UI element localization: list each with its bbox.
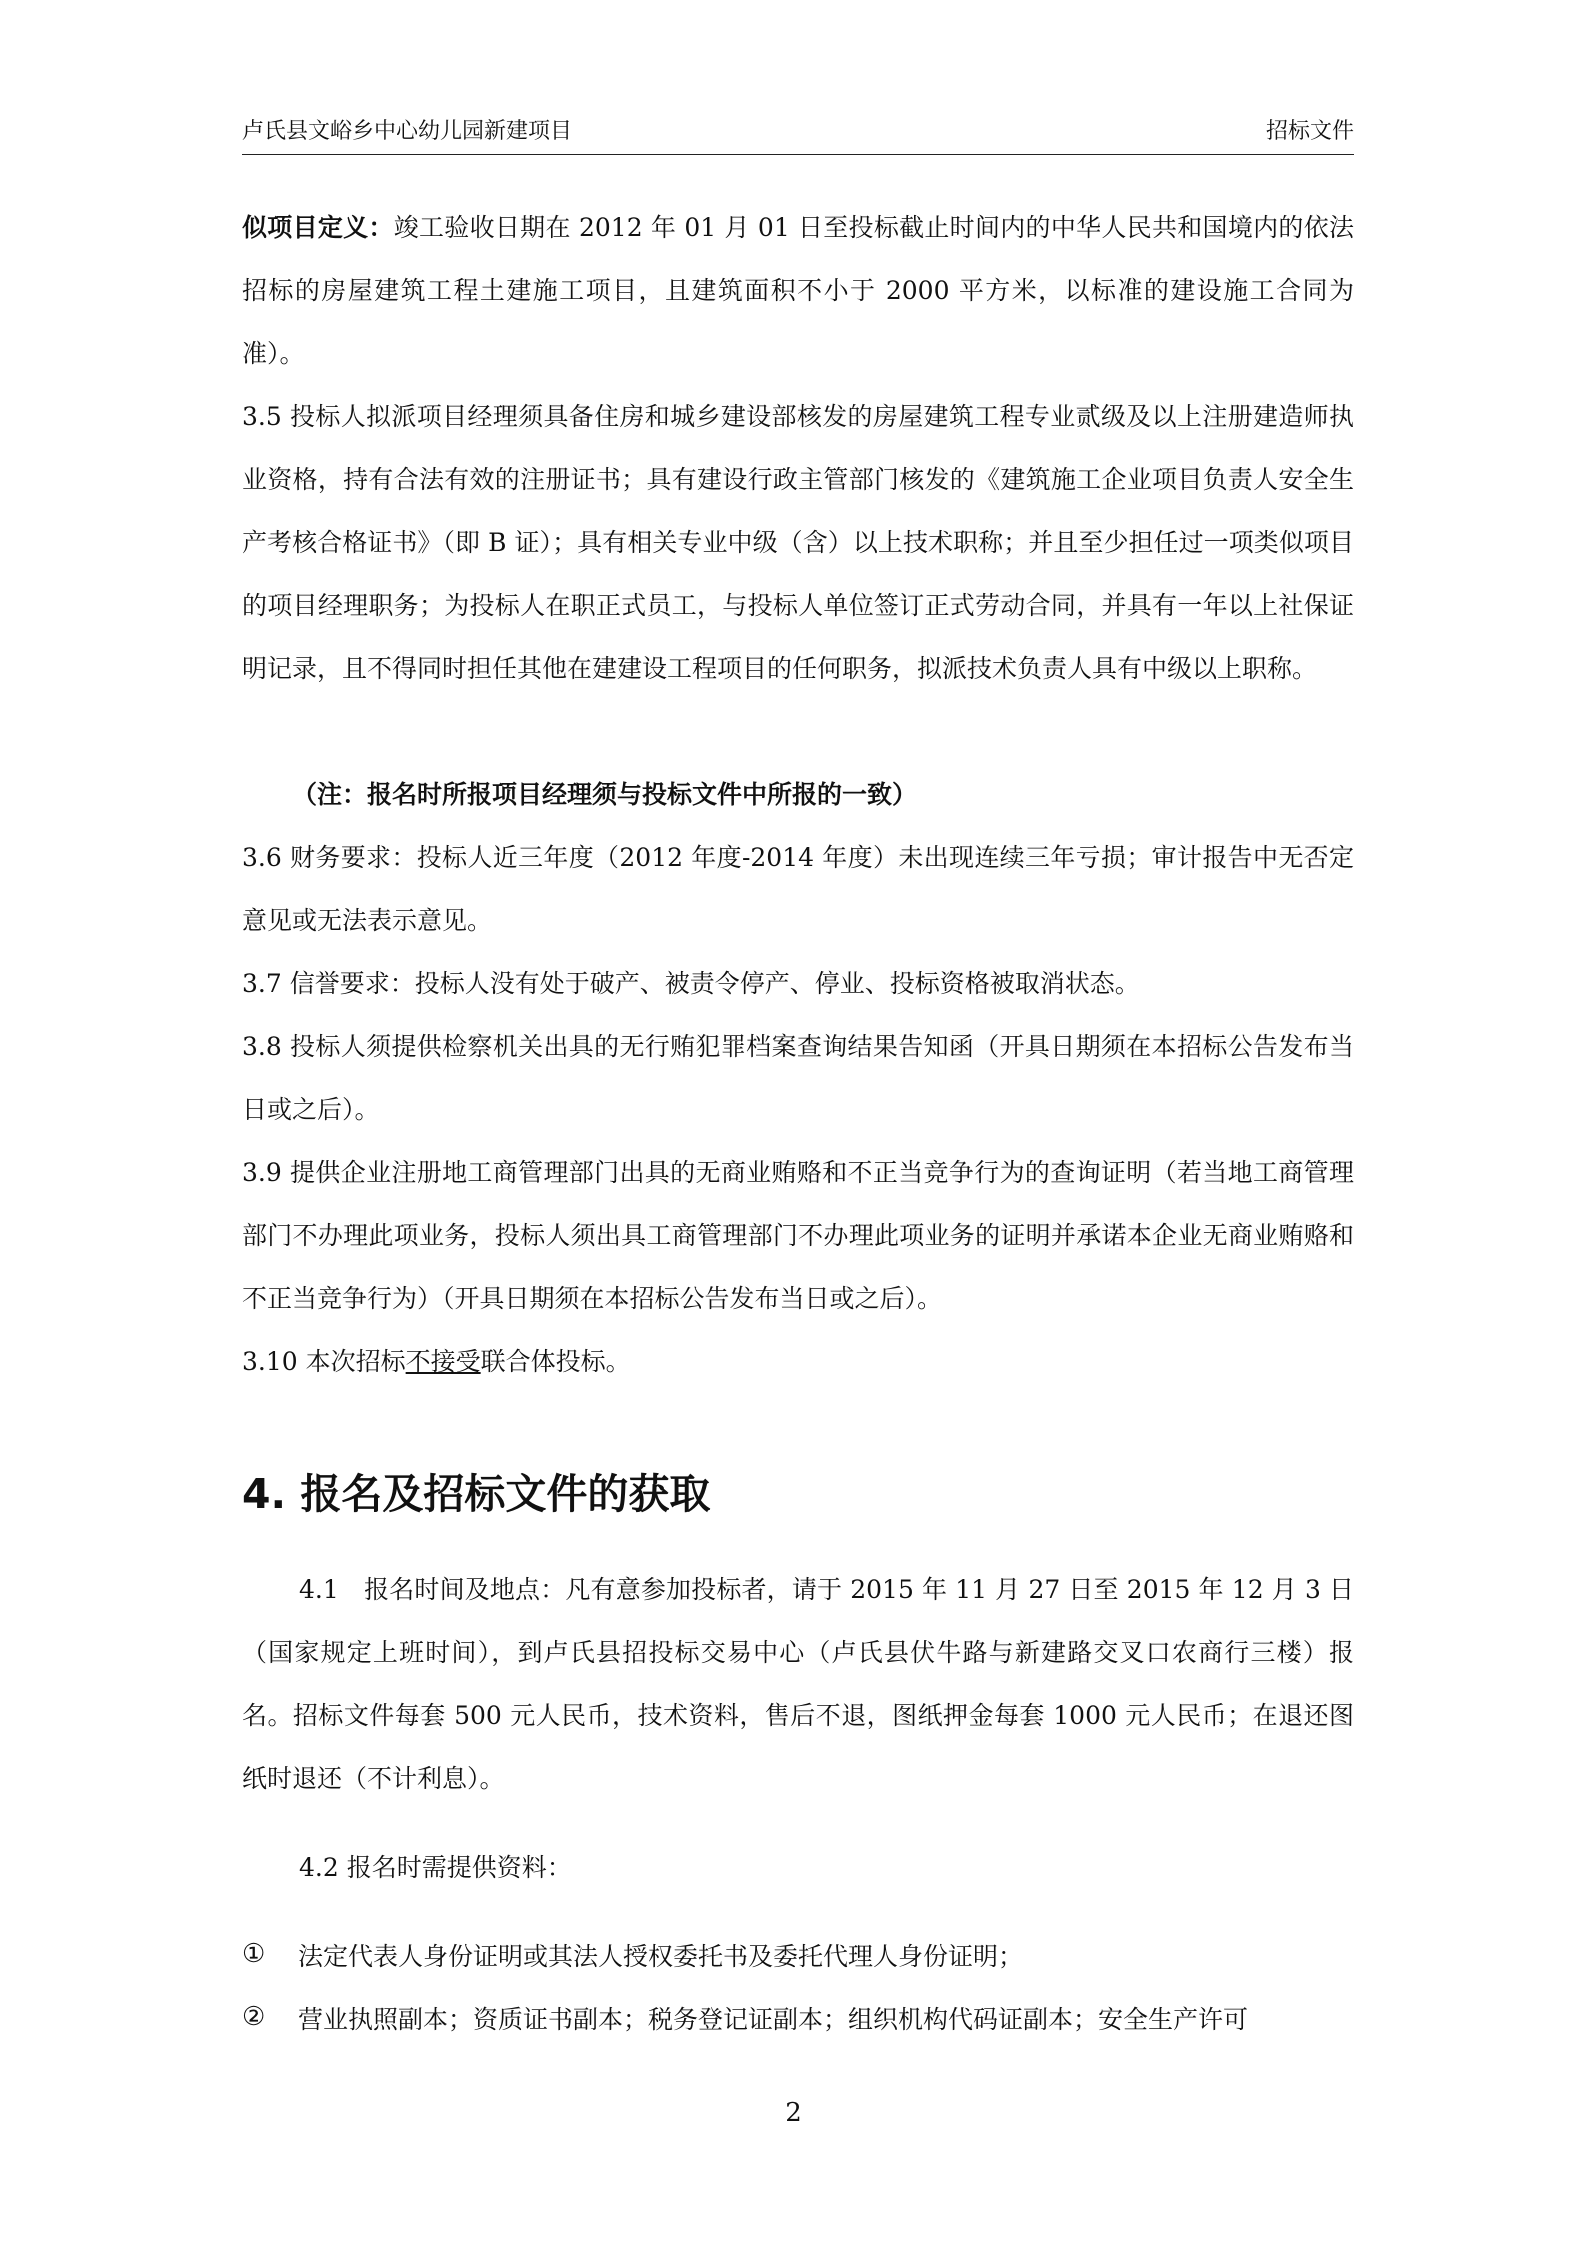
list-marker: ① <box>242 1939 266 1969</box>
paragraph-3-10 <box>242 1330 1354 1393</box>
header-doc-type: 招标文件 <box>1265 119 1354 144</box>
paragraph-similar-project <box>242 196 1354 385</box>
page-number: 2 <box>785 2098 802 2128</box>
similar-project-label: 似项目定义： <box>242 213 394 242</box>
paragraph-3-8: 3.8 投标人须提供检察机关出具的无行贿犯罪档案查询结果告知函（开具日期须在本招标公告发布当日或之后）。 <box>242 1032 1354 1124</box>
p310-prefix: 3.10 本次招标 <box>242 1347 406 1376</box>
paragraph-4-1: 4.1 报名时间及地点：凡有意参加投标者，请于 2015 年 11 月 27 日至 2015 年 12 月 3 日（国家规定上班时间），到卢氏县招投标交易中心（卢氏县伏牛路与新建路交叉口农商行三楼）报名。招标文件每套 500 元人民币，技术资料，售后不退，图纸押金每套 1000 元人民币；在退还图纸时退还（不计利息）。 <box>242 1575 1354 1793</box>
paragraph-3-5: 3.5 投标人拟派项目经理须具备住房和城乡建设部核发的房屋建筑工程专业贰级及以上注册建造师执业资格，持有合法有效的注册证书；具有建设行政主管部门核发的《建筑施工企业项目负责人安全生产考核合格证书》（即 B 证）；具有相关专业中级（含）以上技术职称；并且至少担任过一项类似项目的项目经理职务；为投标人在职正式员工，与投标人单位签订正式劳动合同，并具有一年以上社保证明记录，且不得同时担任其他在建建设工程项目的任何职务，拟派技术负责人具有中级以上职称。 <box>242 402 1354 683</box>
list-marker: ② <box>242 2002 266 2032</box>
section-4-title: 4. 报名及招标文件的获取 <box>242 1470 711 1518</box>
page-header <box>242 110 1354 155</box>
note-project-manager: （注：报名时所报项目经理须与投标文件中所报的一致） <box>292 780 918 809</box>
p310-underlined: 不接受 <box>405 1347 481 1376</box>
header-project-title: 卢氏县文峪乡中心幼儿园新建项目 <box>242 119 573 144</box>
list-item-text: 营业执照副本；资质证书副本；税务登记证副本；组织机构代码证副本；安全生产许可 <box>298 2005 1249 2034</box>
paragraph-3-7: 3.7 信誉要求：投标人没有处于破产、被责令停产、停业、投标资格被取消状态。 <box>242 969 1140 998</box>
p310-suffix: 联合体投标。 <box>480 1347 631 1376</box>
paragraph-4-2: 4.2 报名时需提供资料： <box>299 1853 572 1882</box>
paragraph-3-6: 3.6 财务要求：投标人近三年度（2012 年度-2014 年度）未出现连续三年亏损；审计报告中无否定意见或无法表示意见。 <box>242 843 1354 935</box>
list-item-text: 法定代表人身份证明或其法人授权委托书及委托代理人身份证明； <box>298 1942 1024 1971</box>
paragraph-3-9: 3.9 提供企业注册地工商管理部门出具的无商业贿赂和不正当竞争行为的查询证明（若当地工商管理部门不办理此项业务，投标人须出具工商管理部门不办理此项业务的证明并承诺本企业无商业贿赂和不正当竞争行为）（开具日期须在本招标公告发布当日或之后）。 <box>242 1158 1354 1313</box>
similar-project-text: 竣工验收日期在 2012 年 01 月 01 日至投标截止时间内的中华人民共和国境内的依法招标的房屋建筑工程土建施工项目，且建筑面积不小于 2000 平方米，以标准的建设施工合同为准）。 <box>242 213 1354 368</box>
